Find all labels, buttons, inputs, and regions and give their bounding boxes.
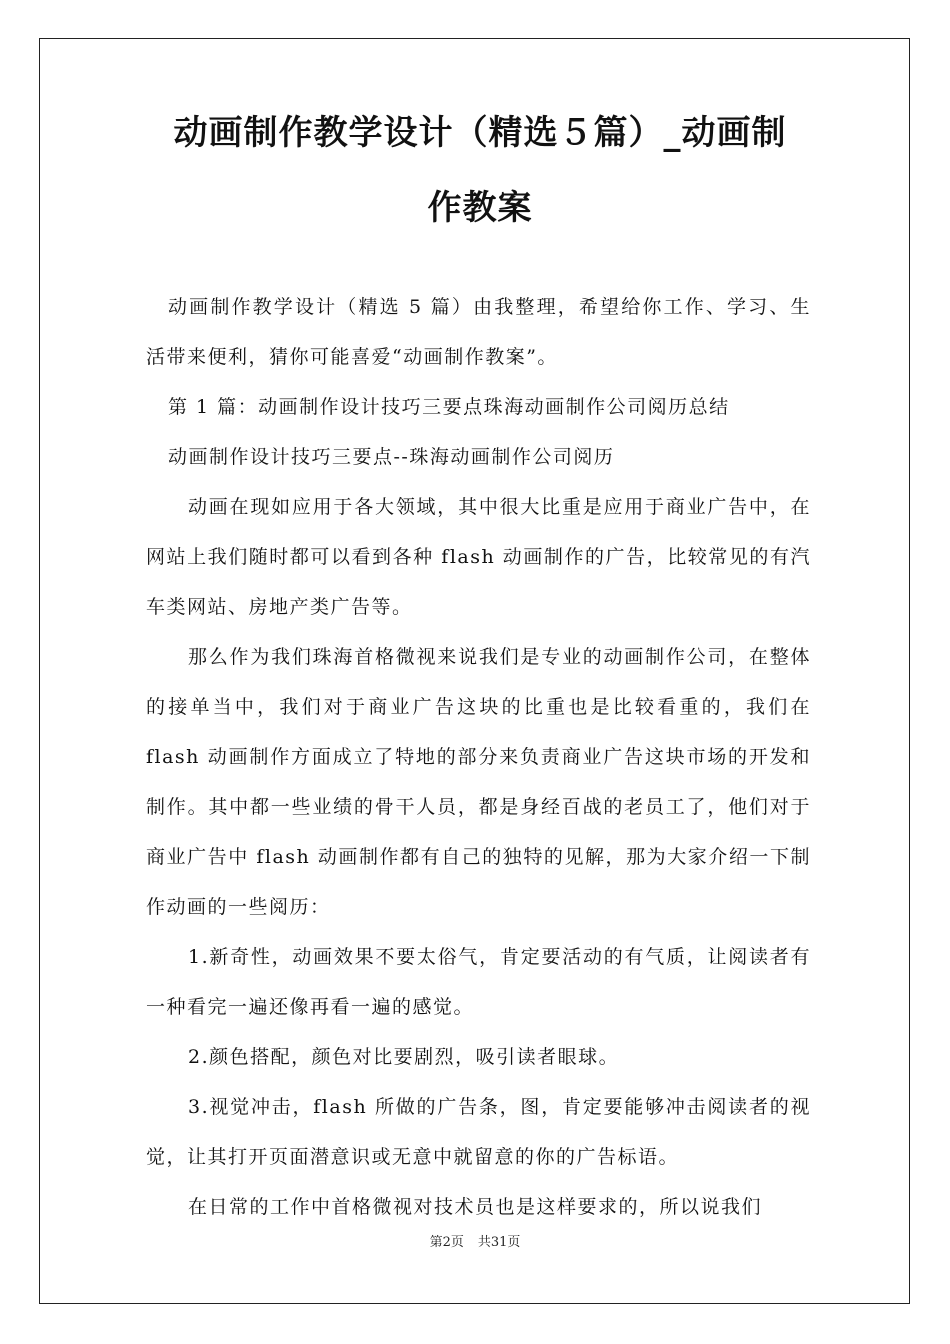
list-item: 3.视觉冲击，flash 所做的广告条，图，肯定要能够冲击阅读者的视觉，让其打开页面潜意识或无意中就留意的你的广告标语。 (146, 1096, 811, 1168)
document-title-line-1: 动画制作教学设计（精选５篇）_动画制 (173, 113, 787, 153)
list-item: 1.新奇性，动画效果不要太俗气，肯定要活动的有气质，让阅读者有一种看完一遍还像再看一遍的感觉。 (146, 946, 811, 1018)
document-body (146, 282, 811, 1232)
page-number: 第2页 (429, 1235, 464, 1250)
body-paragraph: 在日常的工作中首格微视对技术员也是这样要求的，所以说我们 (188, 1196, 763, 1218)
intro-paragraph: 动画制作教学设计（精选 5 篇）由我整理，希望给你工作、学习、生活带来便利，猜你可能喜爱“动画制作教案”。 (146, 296, 811, 368)
list-item: 2.颜色搭配，颜色对比要剧烈，吸引读者眼球。 (188, 1046, 620, 1068)
page-total: 共31页 (477, 1235, 521, 1250)
body-paragraph: 动画在现如应用于各大领域，其中很大比重是应用于商业广告中，在网站上我们随时都可以看到各种 flash 动画制作的广告，比较常见的有汽车类网站、房地产类广告等。 (146, 496, 811, 618)
page-footer (0, 1231, 950, 1250)
chapter-heading: 第 1 篇：动画制作设计技巧三要点珠海动画制作公司阅历总结 (168, 396, 730, 418)
body-paragraph: 那么作为我们珠海首格微视来说我们是专业的动画制作公司，在整体的接单当中，我们对于商业广告这块的比重也是比较看重的，我们在 flash 动画制作方面成立了特地的部分来负责商业广告这块市场的开发和制作。其中都一些业绩的骨干人员，都是身经百战的老员工了，他们对于商业广告中 flash 动画制作都有自己的独特的见解，那为大家介绍一下制作动画的一些阅历： (146, 646, 811, 918)
section-subheading: 动画制作设计技巧三要点--珠海动画制作公司阅历 (168, 446, 615, 468)
document-title-line-2: 作教案 (427, 188, 533, 228)
